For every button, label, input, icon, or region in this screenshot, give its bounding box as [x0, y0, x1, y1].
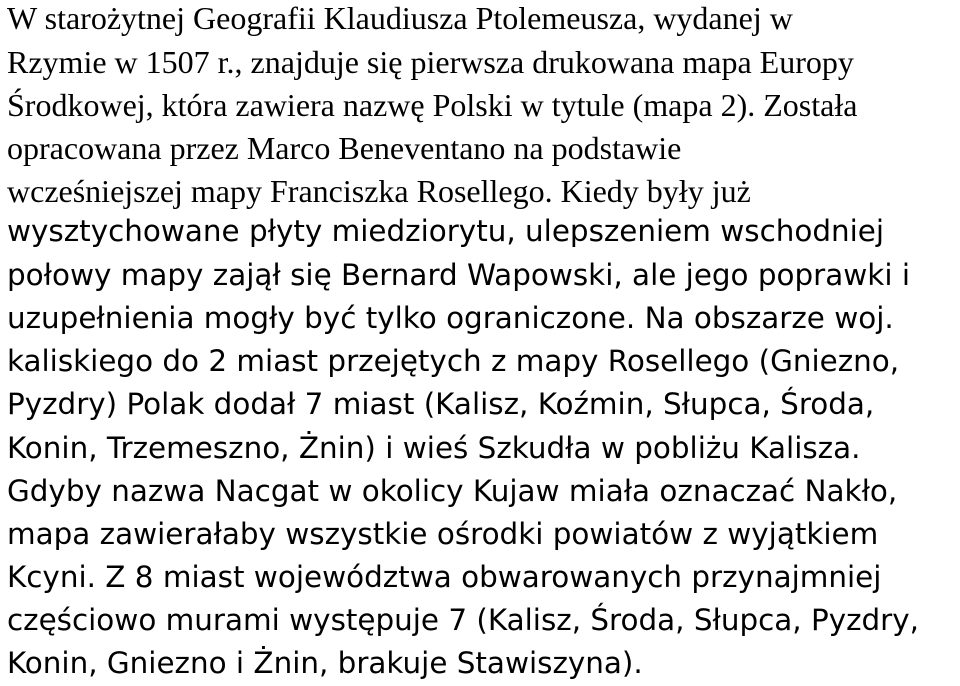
- text-line: Konin, Trzemeszno, Żnin) i wieś Szkudła w pobliżu Kalisza.: [7, 431, 861, 465]
- text-line: Pyzdry) Polak dodał 7 miast (Kalisz, Koźmin, Słupca, Środa,: [7, 387, 875, 421]
- text-line: mapa zawierałaby wszystkie ośrodki powiatów z wyjątkiem: [7, 517, 879, 551]
- text-line: połowy mapy zajął się Bernard Wapowski, ale jego poprawki i: [7, 258, 911, 292]
- text-line: wysztychowane płyty miedziorytu, ulepszeniem wschodniej: [7, 214, 885, 248]
- text-line: Konin, Gniezno i Żnin, brakuje Stawiszyna).: [7, 646, 643, 680]
- text-line: częściowo murami występuje 7 (Kalisz, Środa, Słupca, Pyzdry,: [7, 603, 919, 637]
- text-line: wcześniejszej mapy Franciszka Rosellego. Kiedy były już: [7, 173, 751, 209]
- text-line: Gdyby nazwa Nacgat w okolicy Kujaw miała oznaczać Nakło,: [7, 474, 898, 508]
- text-line: Kcyni. Z 8 miast województwa obwarowanych przynajmniej: [7, 560, 882, 594]
- text-line: Środkowej, która zawiera nazwę Polski w tytule (mapa 2). Została: [7, 87, 858, 123]
- text-line: Rzymie w 1507 r., znajduje się pierwsza drukowana mapa Europy: [7, 44, 854, 80]
- text-line: uzupełnienia mogły być tylko ograniczone. Na obszarze woj.: [7, 301, 894, 335]
- text-line: W starożytnej Geografii Klaudiusza Ptolemeusza, wydanej w: [7, 0, 793, 36]
- text-line: opracowana przez Marco Beneventano na podstawie: [7, 130, 682, 166]
- text-line: kaliskiego do 2 miast przejętych z mapy Rosellego (Gniezno,: [7, 344, 900, 378]
